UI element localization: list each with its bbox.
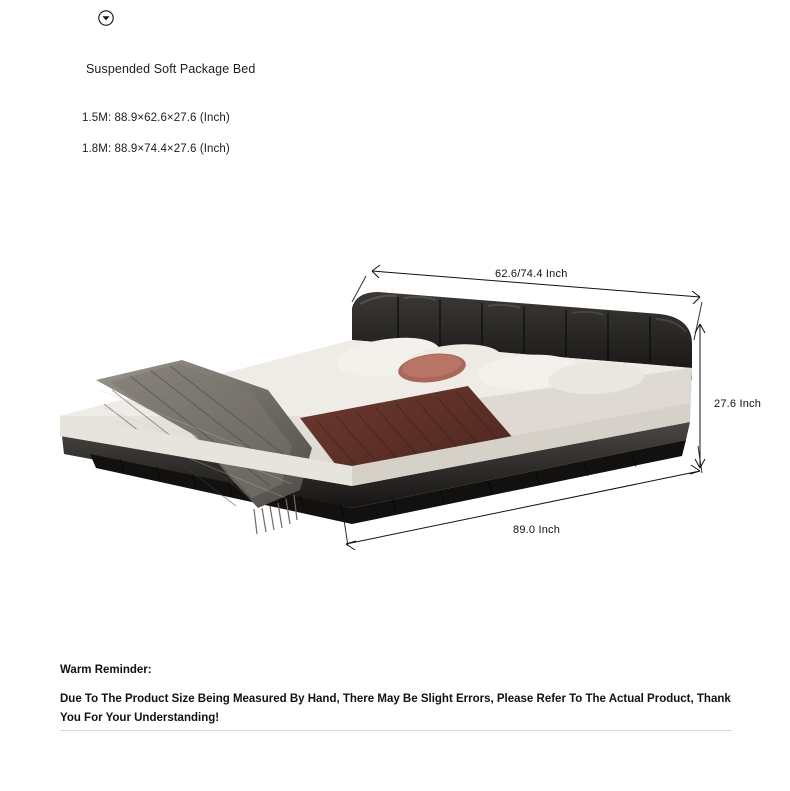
- divider: [60, 730, 732, 731]
- spec-line-1: 1.5M: 88.9×62.6×27.6 (Inch): [82, 112, 230, 124]
- page-title: Suspended Soft Package Bed: [86, 62, 256, 76]
- dimension-height-label: 27.6 Inch: [714, 398, 762, 410]
- dimension-length-label: 89.0 Inch: [513, 524, 561, 536]
- brand-logo-icon: [96, 8, 116, 28]
- reminder-body: Due To The Product Size Being Measured By Hand, There May Be Slight Errors, Please Refer To The Actual Product, Thank You For Your Understanding!: [60, 693, 731, 724]
- spec-line-2: 1.8M: 88.9×74.4×27.6 (Inch): [82, 143, 230, 155]
- dimension-width-label: 62.6/74.4 Inch: [495, 268, 568, 280]
- product-dimension-diagram: [0, 240, 790, 580]
- reminder-title: Warm Reminder:: [60, 664, 152, 676]
